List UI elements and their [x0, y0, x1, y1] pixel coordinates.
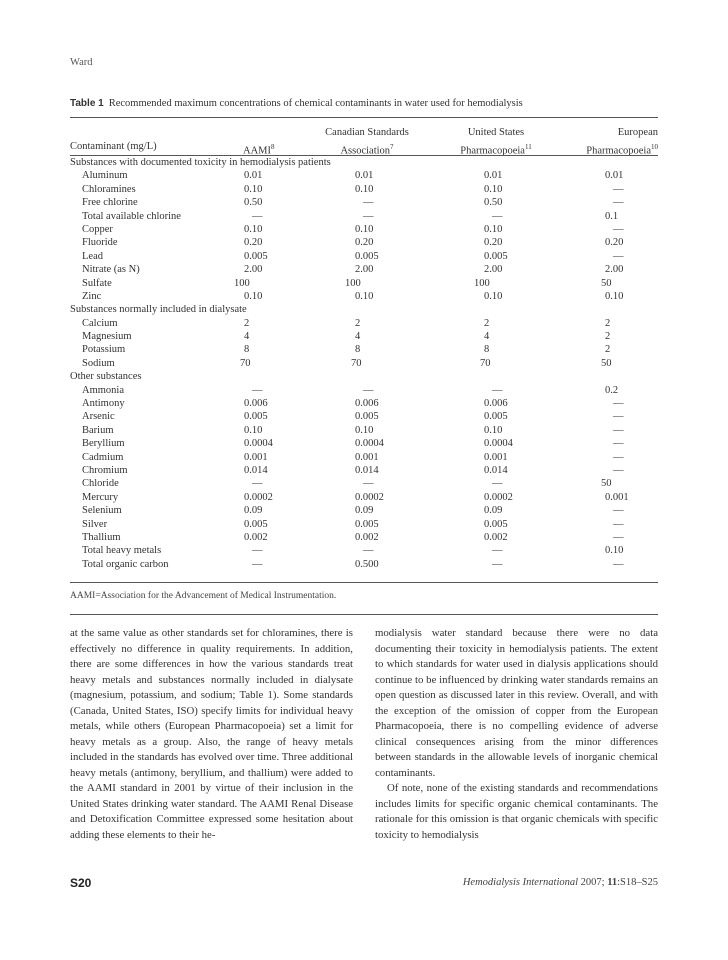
cell-usp: 0.10 [484, 183, 503, 195]
cell-ep: 50 [601, 277, 612, 289]
table-row [70, 531, 660, 544]
cell-aami: — [252, 558, 263, 570]
header-aami-ref: 8 [271, 143, 275, 151]
cell-aami: 0.09 [244, 505, 263, 517]
cell-ep: 2 [605, 317, 611, 329]
contaminant-name: Magnesium [82, 331, 132, 343]
contaminant-name: Total organic carbon [82, 558, 169, 570]
contaminant-name: Total available chlorine [82, 210, 181, 222]
cell-ep: — [613, 558, 624, 570]
cell-aami: 0.005 [244, 250, 268, 262]
body-paragraph: at the same value as other standards set for chloramines, there is effectively no difference in quality requirements. In addition, there are some differences in how the various standards treat heavy metals and substances normally included in dialysate (magnesium, potassium, and sodium; Table 1). Some standards (Canada, United States, ISO) specify limits for individual heavy metals, while others (European Pharmacopoeia) set a limit for heavy metals as a group. Also, the range of heavy metals included in the standards has evolved over time. Three additional heavy metals (antimony, beryllium, and thallium) were added to the AAMI standard in 2001 by virtue of their inclusion in the United States drinking water standard. The AAMI Renal Disease and Detoxification Committee expressed some hesitation about adding these elements to their he- [70, 627, 353, 841]
journal-citation [463, 877, 658, 888]
cell-aami: 8 [244, 344, 250, 356]
cell-csa: — [363, 197, 374, 209]
cell-usp: 70 [480, 357, 491, 369]
cell-ep: — [613, 223, 624, 235]
table-footnote: AAMI=Association for the Advancement of Medical Instrumentation. [70, 591, 337, 601]
contaminant-name: Free chlorine [82, 197, 138, 209]
table-row [70, 263, 660, 276]
cell-aami: 0.10 [244, 290, 263, 302]
cell-usp: — [492, 558, 503, 570]
contaminant-name: Selenium [82, 505, 122, 517]
table-row [70, 477, 660, 490]
cell-usp: 0.09 [484, 505, 503, 517]
cell-usp: 0.50 [484, 197, 503, 209]
cell-aami: 0.10 [244, 223, 263, 235]
contaminant-name: Potassium [82, 344, 126, 356]
table-title: Recommended maximum concentrations of chemical contaminants in water used for hemodialysis [108, 98, 523, 109]
table-section-row [70, 156, 660, 169]
cell-ep: — [613, 531, 624, 543]
cell-usp: 0.005 [484, 250, 508, 262]
cell-csa: — [363, 545, 374, 557]
cell-ep: — [613, 438, 624, 450]
journal-pages: :S18–S25 [617, 877, 658, 888]
table-row [70, 223, 660, 236]
cell-csa: 0.006 [355, 398, 379, 410]
contaminant-name: Zinc [82, 290, 102, 302]
table-row [70, 424, 660, 437]
header-usp-line1: United States [467, 127, 525, 138]
cell-csa: 0.500 [355, 558, 379, 570]
cell-aami: 100 [234, 277, 250, 289]
cell-ep: 2.00 [605, 264, 624, 276]
cell-aami: 0.01 [244, 170, 263, 182]
table-row [70, 384, 660, 397]
cell-ep: 0.001 [605, 491, 629, 503]
table-top-rule [70, 117, 658, 118]
cell-usp: 0.005 [484, 518, 508, 530]
header-aami-text: AAMI [243, 145, 271, 157]
cell-usp: — [492, 210, 503, 222]
header-usp-line2: Pharmacopoeia [460, 145, 525, 157]
cell-csa: 0.001 [355, 451, 379, 463]
cell-ep: 50 [601, 478, 612, 490]
cell-csa: 4 [355, 331, 361, 343]
table-row [70, 330, 660, 343]
table-row [70, 397, 660, 410]
header-csa-line2: Association [340, 145, 391, 157]
contaminant-name: Antimony [82, 398, 125, 410]
header-contaminant: Contaminant (mg/L) [70, 141, 157, 152]
table-row [70, 451, 660, 464]
page-number: S20 [70, 876, 92, 890]
cell-usp: 8 [484, 344, 490, 356]
cell-csa: — [363, 478, 374, 490]
header-csa-line1: Canadian Standards [325, 127, 409, 138]
table-row [70, 464, 660, 477]
cell-ep: 0.20 [605, 237, 624, 249]
cell-aami: 0.014 [244, 464, 268, 476]
cell-csa: 0.10 [355, 223, 374, 235]
cell-ep: — [613, 411, 624, 423]
cell-usp: 0.10 [484, 290, 503, 302]
contaminant-name: Chromium [82, 464, 128, 476]
cell-csa: 0.002 [355, 531, 379, 543]
contaminant-name: Sodium [82, 357, 115, 369]
cell-csa: 0.20 [355, 237, 374, 249]
running-head: Ward [70, 57, 93, 68]
table-row [70, 250, 660, 263]
table-section-row [70, 303, 660, 316]
cell-usp: 2.00 [484, 264, 503, 276]
cell-usp: — [492, 384, 503, 396]
contaminant-name: Copper [82, 223, 113, 235]
body-paragraph: Of note, none of the existing standards and recommendations includes limits for specific organic chemical contaminants. The rationale for this omission is that organic chemicals with specific toxicity to hemodialysis [375, 782, 658, 841]
cell-ep: 2 [605, 331, 611, 343]
cell-aami: 0.002 [244, 531, 268, 543]
table-bottom-rule [70, 582, 658, 583]
body-column-left [70, 626, 353, 843]
contaminant-name: Barium [82, 424, 114, 436]
cell-ep: — [613, 398, 624, 410]
journal-volume: 11 [607, 877, 618, 888]
cell-ep: 0.10 [605, 545, 624, 557]
cell-aami: 2.00 [244, 264, 263, 276]
contaminant-name: Beryllium [82, 438, 125, 450]
cell-ep: 0.01 [605, 170, 624, 182]
contaminant-name: Arsenic [82, 411, 115, 423]
body-column-right [375, 626, 658, 843]
cell-aami: — [252, 478, 263, 490]
cell-csa: 8 [355, 344, 361, 356]
cell-ep: — [613, 518, 624, 530]
section-heading: Substances with documented toxicity in hemodialysis patients [70, 157, 331, 168]
cell-aami: 0.50 [244, 197, 263, 209]
cell-aami: — [252, 545, 263, 557]
table-caption [70, 98, 660, 109]
cell-ep: — [613, 505, 624, 517]
cell-usp: — [492, 545, 503, 557]
contaminant-name: Chloramines [82, 183, 136, 195]
cell-csa: 0.09 [355, 505, 374, 517]
cell-ep: — [613, 197, 624, 209]
contaminant-name: Sulfate [82, 277, 112, 289]
contaminant-table [70, 156, 660, 571]
header-ep-line1: European [617, 127, 658, 138]
cell-csa: 0.01 [355, 170, 374, 182]
cell-aami: 0.005 [244, 411, 268, 423]
cell-csa: 70 [351, 357, 362, 369]
cell-aami: — [252, 210, 263, 222]
contaminant-name: Total heavy metals [82, 545, 162, 557]
cell-usp: 2 [484, 317, 490, 329]
cell-csa: 0.0002 [355, 491, 384, 503]
cell-aami: 4 [244, 331, 250, 343]
cell-usp: 0.002 [484, 531, 508, 543]
cell-aami: — [252, 384, 263, 396]
cell-ep: 0.10 [605, 290, 624, 302]
table-row [70, 343, 660, 356]
cell-csa: 0.005 [355, 518, 379, 530]
contaminant-name: Aluminum [82, 170, 128, 182]
cell-ep: — [613, 464, 624, 476]
cell-usp: 0.006 [484, 398, 508, 410]
contaminant-name: Nitrate (as N) [82, 264, 140, 276]
cell-usp: 0.005 [484, 411, 508, 423]
cell-csa: — [363, 210, 374, 222]
contaminant-name: Ammonia [82, 384, 124, 396]
header-ep-ref: 10 [651, 143, 658, 151]
cell-csa: — [363, 384, 374, 396]
header-csa-ref: 7 [390, 143, 394, 151]
header-ep [574, 126, 658, 159]
table-row [70, 210, 660, 223]
cell-ep: — [613, 183, 624, 195]
cell-usp: 0.01 [484, 170, 503, 182]
header-usp [448, 126, 544, 159]
table-row [70, 236, 660, 249]
section-heading: Substances normally included in dialysate [70, 304, 247, 316]
table-row [70, 357, 660, 370]
cell-usp: 0.001 [484, 451, 508, 463]
section-heading: Other substances [70, 371, 142, 383]
cell-csa: 100 [345, 277, 361, 289]
contaminant-name: Mercury [82, 491, 119, 503]
table-row [70, 183, 660, 196]
table-row [70, 410, 660, 423]
cell-csa: 0.10 [355, 290, 374, 302]
journal-name: Hemodialysis International [462, 877, 579, 888]
cell-usp: 0.0002 [484, 491, 513, 503]
contaminant-name: Thallium [82, 531, 121, 543]
table-row [70, 277, 660, 290]
contaminant-name: Lead [82, 250, 103, 262]
contaminant-name: Chloride [82, 478, 119, 490]
header-csa [320, 126, 414, 159]
cell-ep: 50 [601, 357, 612, 369]
cell-csa: 0.014 [355, 464, 379, 476]
cell-aami: 0.001 [244, 451, 268, 463]
cell-csa: 0.005 [355, 250, 379, 262]
table-row [70, 491, 660, 504]
cell-usp: 0.014 [484, 464, 508, 476]
cell-csa: 0.0004 [355, 438, 384, 450]
table-row [70, 544, 660, 557]
cell-usp: — [492, 478, 503, 490]
contaminant-name: Calcium [82, 317, 118, 329]
table-row [70, 169, 660, 182]
cell-usp: 0.0004 [484, 438, 513, 450]
cell-csa: 0.005 [355, 411, 379, 423]
cell-ep: — [613, 451, 624, 463]
cell-ep: 2 [605, 344, 611, 356]
cell-csa: 0.10 [355, 183, 374, 195]
header-usp-ref: 11 [524, 143, 532, 151]
cell-aami: 0.006 [244, 398, 268, 410]
body-paragraph: modialysis water standard because there were no data documenting their toxicity in hemodialysis patients. The extent to which standards for water used in dialysis applications should continue to be influenced by drinking water standards remains an open question as discussed later in this review. Overall, and with the exception of the omission of copper from the European Pharmacopoeia, there is no compelling evidence of adverse clinical consequences arising from the minor differences between standards in the allowable levels of inorganic chemical contaminants. [375, 627, 658, 779]
table-row [70, 196, 660, 209]
cell-usp: 100 [474, 277, 490, 289]
table-row [70, 504, 660, 517]
table-label: Table 1 [70, 98, 104, 109]
table-row [70, 290, 660, 303]
header-ep-line2: Pharmacopoeia [586, 145, 651, 157]
contaminant-name: Fluoride [82, 237, 118, 249]
table-row [70, 518, 660, 531]
contaminant-name: Cadmium [82, 451, 124, 463]
table-row [70, 437, 660, 450]
cell-usp: 4 [484, 331, 490, 343]
contaminant-name: Silver [82, 518, 108, 530]
cell-ep: 0.2 [605, 384, 619, 396]
cell-ep: — [613, 250, 624, 262]
cell-aami: 0.10 [244, 183, 263, 195]
cell-aami: 0.0002 [244, 491, 273, 503]
cell-csa: 2 [355, 317, 361, 329]
cell-aami: 2 [244, 317, 250, 329]
table-section-row [70, 370, 660, 383]
body-top-rule [70, 614, 658, 615]
cell-csa: 0.10 [355, 424, 374, 436]
cell-aami: 70 [240, 357, 251, 369]
cell-aami: 0.0004 [244, 438, 273, 450]
cell-usp: 0.10 [484, 424, 503, 436]
cell-ep: 0.1 [605, 210, 619, 222]
cell-aami: 0.10 [244, 424, 263, 436]
journal-year: 2007; [580, 877, 605, 888]
table-row [70, 317, 660, 330]
cell-aami: 0.20 [244, 237, 263, 249]
table-row [70, 558, 660, 571]
cell-usp: 0.10 [484, 223, 503, 235]
cell-csa: 2.00 [355, 264, 374, 276]
cell-ep: — [613, 424, 624, 436]
cell-aami: 0.005 [244, 518, 268, 530]
cell-usp: 0.20 [484, 237, 503, 249]
